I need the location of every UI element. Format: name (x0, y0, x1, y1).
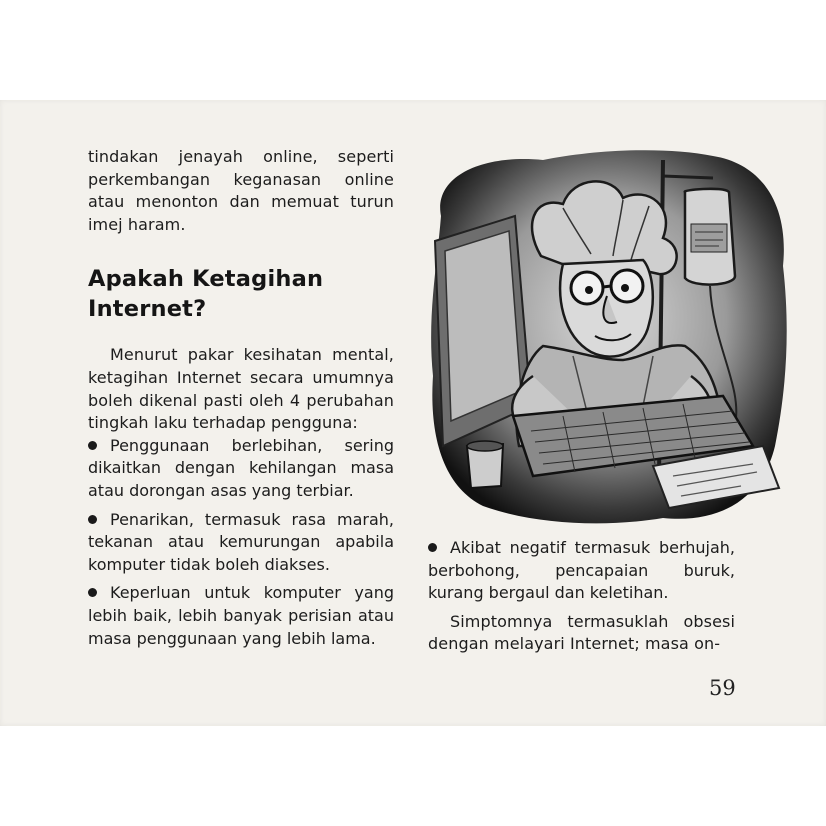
bullet-dot-icon (428, 543, 437, 552)
left-column (88, 146, 394, 650)
symptom-paragraph: Simptomnya termasuklah obsesi dengan melayari Internet; masa on- (428, 611, 735, 654)
bullet-text: Penggunaan berlebihan, sering dikaitkan dengan kehilangan masa atau dorongan asas yang terbiar. (88, 435, 394, 500)
bullet-item-1 (88, 435, 394, 503)
body-paragraph: Menurut pakar kesihatan mental, ketagihan Internet secara umumnya boleh dikenal pasti oleh 4 perubahan tingkah laku terhadap pengguna: (88, 345, 394, 433)
bullet-item-3 (88, 582, 394, 650)
intro-paragraph: tindakan jenayah online, seperti perkembangan keganasan online atau menonton dan memuat turun imej haram. (88, 147, 394, 234)
bullet-item-4 (428, 537, 735, 605)
bullet-dot-icon (88, 588, 97, 597)
bullet-dot-icon (88, 441, 97, 450)
bullet-text: Penarikan, termasuk rasa marah, tekanan atau kemurungan apabila komputer tidak boleh diakses. (88, 509, 394, 574)
bullet-text: Keperluan untuk komputer yang lebih baik, lebih banyak perisian atau masa penggunaan yang lebih lama. (88, 583, 394, 648)
right-column (428, 537, 735, 656)
cartoon-internet-addict-icon (423, 146, 795, 529)
bullet-text: Akibat negatif termasuk berhujah, berbohong, pencapaian buruk, kurang bergaul dan keletihan. (428, 538, 735, 603)
page-number: 59 (709, 676, 736, 700)
bullet-item-2 (88, 509, 394, 577)
bullet-dot-icon (88, 515, 97, 524)
section-heading: Apakah Ketagihan Internet? (88, 266, 324, 323)
